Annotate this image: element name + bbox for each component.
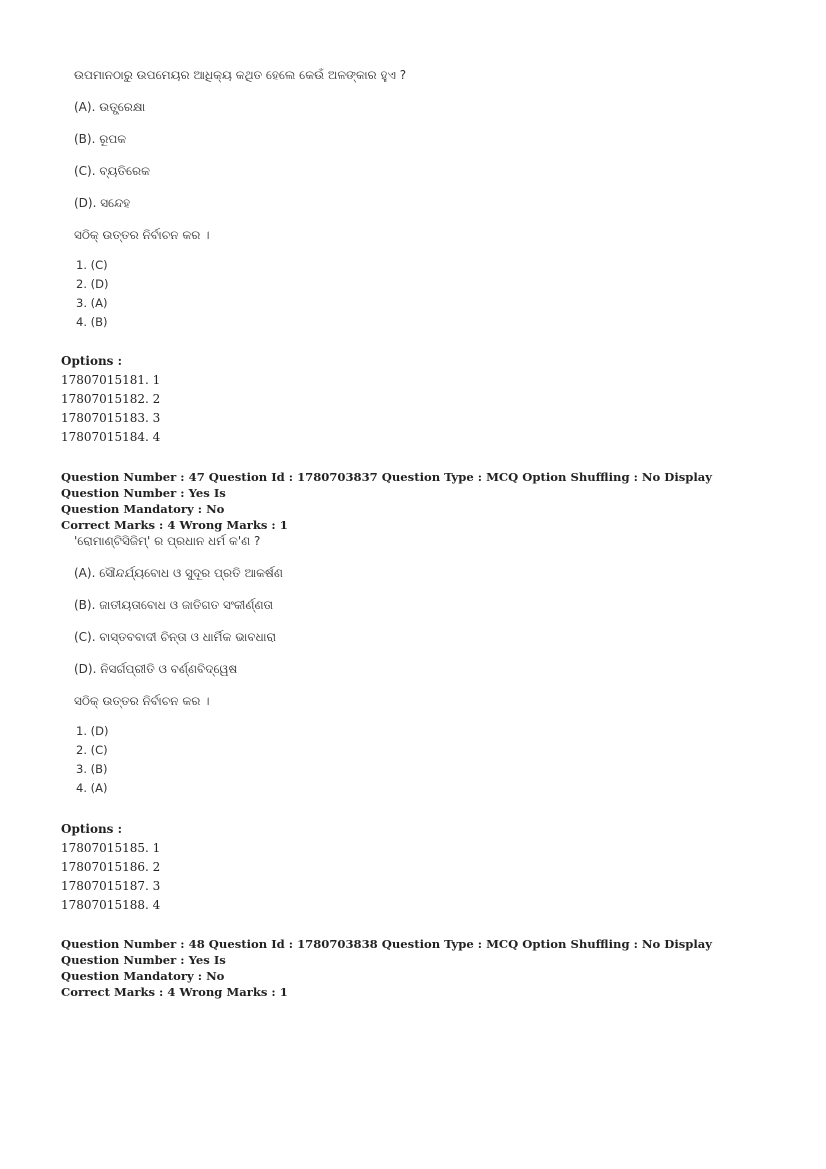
option-d: (D). ସନ୍ଦେହ <box>74 196 131 210</box>
question-meta: Question Number : 48 Question Id : 1780703838 Question Type : MCQ Option Shuffling : No Display Question Number : Yes Is <box>61 937 713 967</box>
option-id-row: 17807015185. 1 <box>61 841 161 855</box>
option-id-row: 17807015184. 4 <box>61 430 161 444</box>
question-instruction: ସଠିକ୍ ଉତ୍ତର ନିର୍ବାଚନ କର । <box>74 228 210 242</box>
question-47-header <box>61 469 761 533</box>
options-label: Options : <box>61 822 123 836</box>
option-c: (C). ବାସ୍ତବବାଦୀ ଚିନ୍ତା ଓ ଧାର୍ମିକ ଭାବଧାରା <box>74 630 276 644</box>
choice-item: 2. (D) <box>76 277 109 291</box>
option-a: (A). ସୌନ୍ଦର୍ଯ୍ୟବୋଧ ଓ ସୁଦୂର ପ୍ରତି ଆକର୍ଷଣ <box>74 566 283 580</box>
question-text: 'ରୋମାଣ୍ଟିସିଜିମ୍' ର ପ୍ରଧାନ ଧର୍ମ କ'ଣ ? <box>74 534 261 548</box>
option-id-row: 17807015182. 2 <box>61 392 161 406</box>
question-instruction: ସଠିକ୍ ଉତ୍ତର ନିର୍ବାଚନ କର । <box>74 694 210 708</box>
choice-item: 1. (D) <box>76 724 109 738</box>
options-list <box>61 820 160 915</box>
choice-item: 3. (B) <box>76 762 108 776</box>
question-marks: Correct Marks : 4 Wrong Marks : 1 <box>61 985 288 999</box>
option-b: (B). ରୂପକ <box>74 132 127 146</box>
option-c: (C). ବ୍ୟତିରେକ <box>74 164 150 178</box>
options-label: Options : <box>61 354 123 368</box>
question-meta: Question Mandatory : No <box>61 969 225 983</box>
option-id-row: 17807015186. 2 <box>61 860 161 874</box>
question-46-body <box>74 66 774 244</box>
option-d: (D). ନିସର୍ଗପ୍ରୀତି ଓ ବର୍ଣ୍ଣବିଦ୍ୱେଷ <box>74 662 238 676</box>
option-id-row: 17807015181. 1 <box>61 373 161 387</box>
choice-item: 3. (A) <box>76 296 108 310</box>
option-id-row: 17807015187. 3 <box>61 879 161 893</box>
choice-item: 2. (C) <box>76 743 108 757</box>
option-a: (A). ଉତ୍ପ୍ରେକ୍ଷା <box>74 100 146 114</box>
option-id-row: 17807015188. 4 <box>61 898 161 912</box>
question-47-body <box>74 532 774 710</box>
question-marks: Correct Marks : 4 Wrong Marks : 1 <box>61 518 288 532</box>
option-id-row: 17807015183. 3 <box>61 411 161 425</box>
question-meta: Question Mandatory : No <box>61 502 225 516</box>
answer-choices <box>74 256 108 332</box>
question-text: ଉପମାନଠାରୁ ଉପମେୟର ଆଧିକ୍ୟ କଥିତ ହେଲେ କେଉଁ ଅଳଙ୍କାର ହୁଏ ? <box>74 68 407 82</box>
choice-item: 1. (C) <box>76 258 108 272</box>
choice-item: 4. (A) <box>76 781 108 795</box>
answer-choices <box>74 722 108 798</box>
option-b: (B). ଜାତୀୟତାବୋଧ ଓ ଜାତିଗତ ସଂକୀର୍ଣ୍ଣତା <box>74 598 274 612</box>
options-list <box>61 352 160 447</box>
choice-item: 4. (B) <box>76 315 108 329</box>
question-meta: Question Number : 47 Question Id : 1780703837 Question Type : MCQ Option Shuffling : No Display Question Number : Yes Is <box>61 470 713 500</box>
question-48-header <box>61 936 761 1000</box>
